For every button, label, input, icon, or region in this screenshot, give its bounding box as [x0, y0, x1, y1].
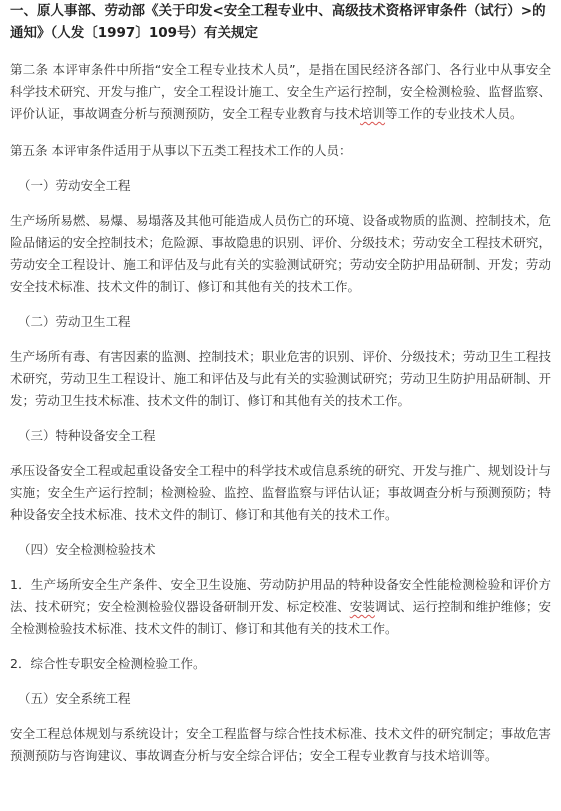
spacer	[10, 412, 551, 425]
section-title-labor-safety: （一）劳动安全工程	[18, 178, 131, 193]
spacer	[10, 526, 551, 539]
article-2-paragraph	[10, 59, 551, 125]
section-title-safety-systems: （五）安全系统工程	[18, 691, 131, 706]
spacer	[10, 298, 551, 311]
spacer	[10, 333, 551, 346]
spacer	[10, 640, 551, 653]
section-paragraph-safety-systems: 安全工程总体规划与系统设计；安全工程监督与综合性技术标准、技术文件的研究制定；事故危害预测预防与咨询建议、事故调查分析与安全综合评估；安全工程专业教育与技术培训等。	[10, 726, 551, 763]
spacer	[10, 675, 551, 688]
spacer	[10, 44, 551, 59]
spacer	[10, 162, 551, 175]
document-heading: 一、原人事部、劳动部《关于印发<安全工程专业中、高级技术资格评审条件（试行）>的通知》（人发〔1997〕109号）有关规定	[10, 3, 546, 41]
section-item-inspection-2: 2．综合性专职安全检测检验工作。	[10, 656, 206, 671]
section-title-inspection: （四）安全检测检验技术	[18, 542, 156, 557]
section-paragraph-special-equipment: 承压设备安全工程或起重设备安全工程中的科学技术或信息系统的研究、开发与推广、规划设计与实施；安全生产运行控制；检测检验、监控、监督监察与评估认证；事故调查分析与预测预防；特种设备安全技术标准、技术文件的制订、修订和其他有关的技术工作。	[10, 463, 551, 522]
spellcheck-marked-word[interactable]: 培训	[360, 106, 386, 121]
article-2-text: 第二条 本评审条件中所指“安全工程专业技术人员”，是指在国民经济各部门、各行业中从事安全科学技术研究、开发与推广，安全工程设计施工、安全生产运行控制，安全检测检验、监督监察、评价认证，事故调查分析与预测预防，安全工程专业教育与技术	[10, 62, 551, 121]
spacer	[10, 197, 551, 210]
spacer	[10, 561, 551, 574]
section-title-special-equipment: （三）特种设备安全工程	[18, 428, 156, 443]
spellcheck-marked-word[interactable]: 安装	[349, 599, 375, 614]
spacer	[10, 710, 551, 723]
item-1-text-end: 调试、运行控制和维护维修；安全检测检验技术标准、技术文件的制订、修订和其他有关的技术工作。	[10, 599, 551, 636]
section-item-inspection-1	[10, 574, 551, 640]
section-paragraph-labor-hygiene: 生产场所有毒、有害因素的监测、控制技术；职业危害的识别、评价、分级技术；劳动卫生工程技术研究，劳动卫生工程设计、施工和评估及与此有关的实验测试研究；劳动卫生防护用品研制、开发；劳动卫生技术标准、技术文件的制订、修订和其他有关的技术工作。	[10, 349, 551, 408]
spacer	[10, 125, 551, 140]
article-5-paragraph: 第五条 本评审条件适用于从事以下五类工程技术工作的人员：	[10, 143, 352, 158]
section-title-labor-hygiene: （二）劳动卫生工程	[18, 314, 131, 329]
section-paragraph-labor-safety: 生产场所易燃、易爆、易塌落及其他可能造成人员伤亡的环境、设备或物质的监测、控制技术，危险品储运的安全控制技术；危险源、事故隐患的识别、评价、分级技术；劳动安全工程技术研究，劳动安全工程设计、施工和评估及与此有关的实验测试研究；劳动安全防护用品研制、开发；劳动安全技术标准、技术文件的制订、修订和其他有关的技术工作。	[10, 213, 551, 294]
article-2-text-end: 等工作的专业技术人员。	[385, 106, 523, 121]
item-1-text: 1．生产场所安全生产条件、安全卫生设施、劳动防护用品的特种设备安全性能检测检验和评价方法、技术研究；安全检测检验仪器设备研制开发、标定校准、	[10, 577, 551, 614]
spacer	[10, 447, 551, 460]
